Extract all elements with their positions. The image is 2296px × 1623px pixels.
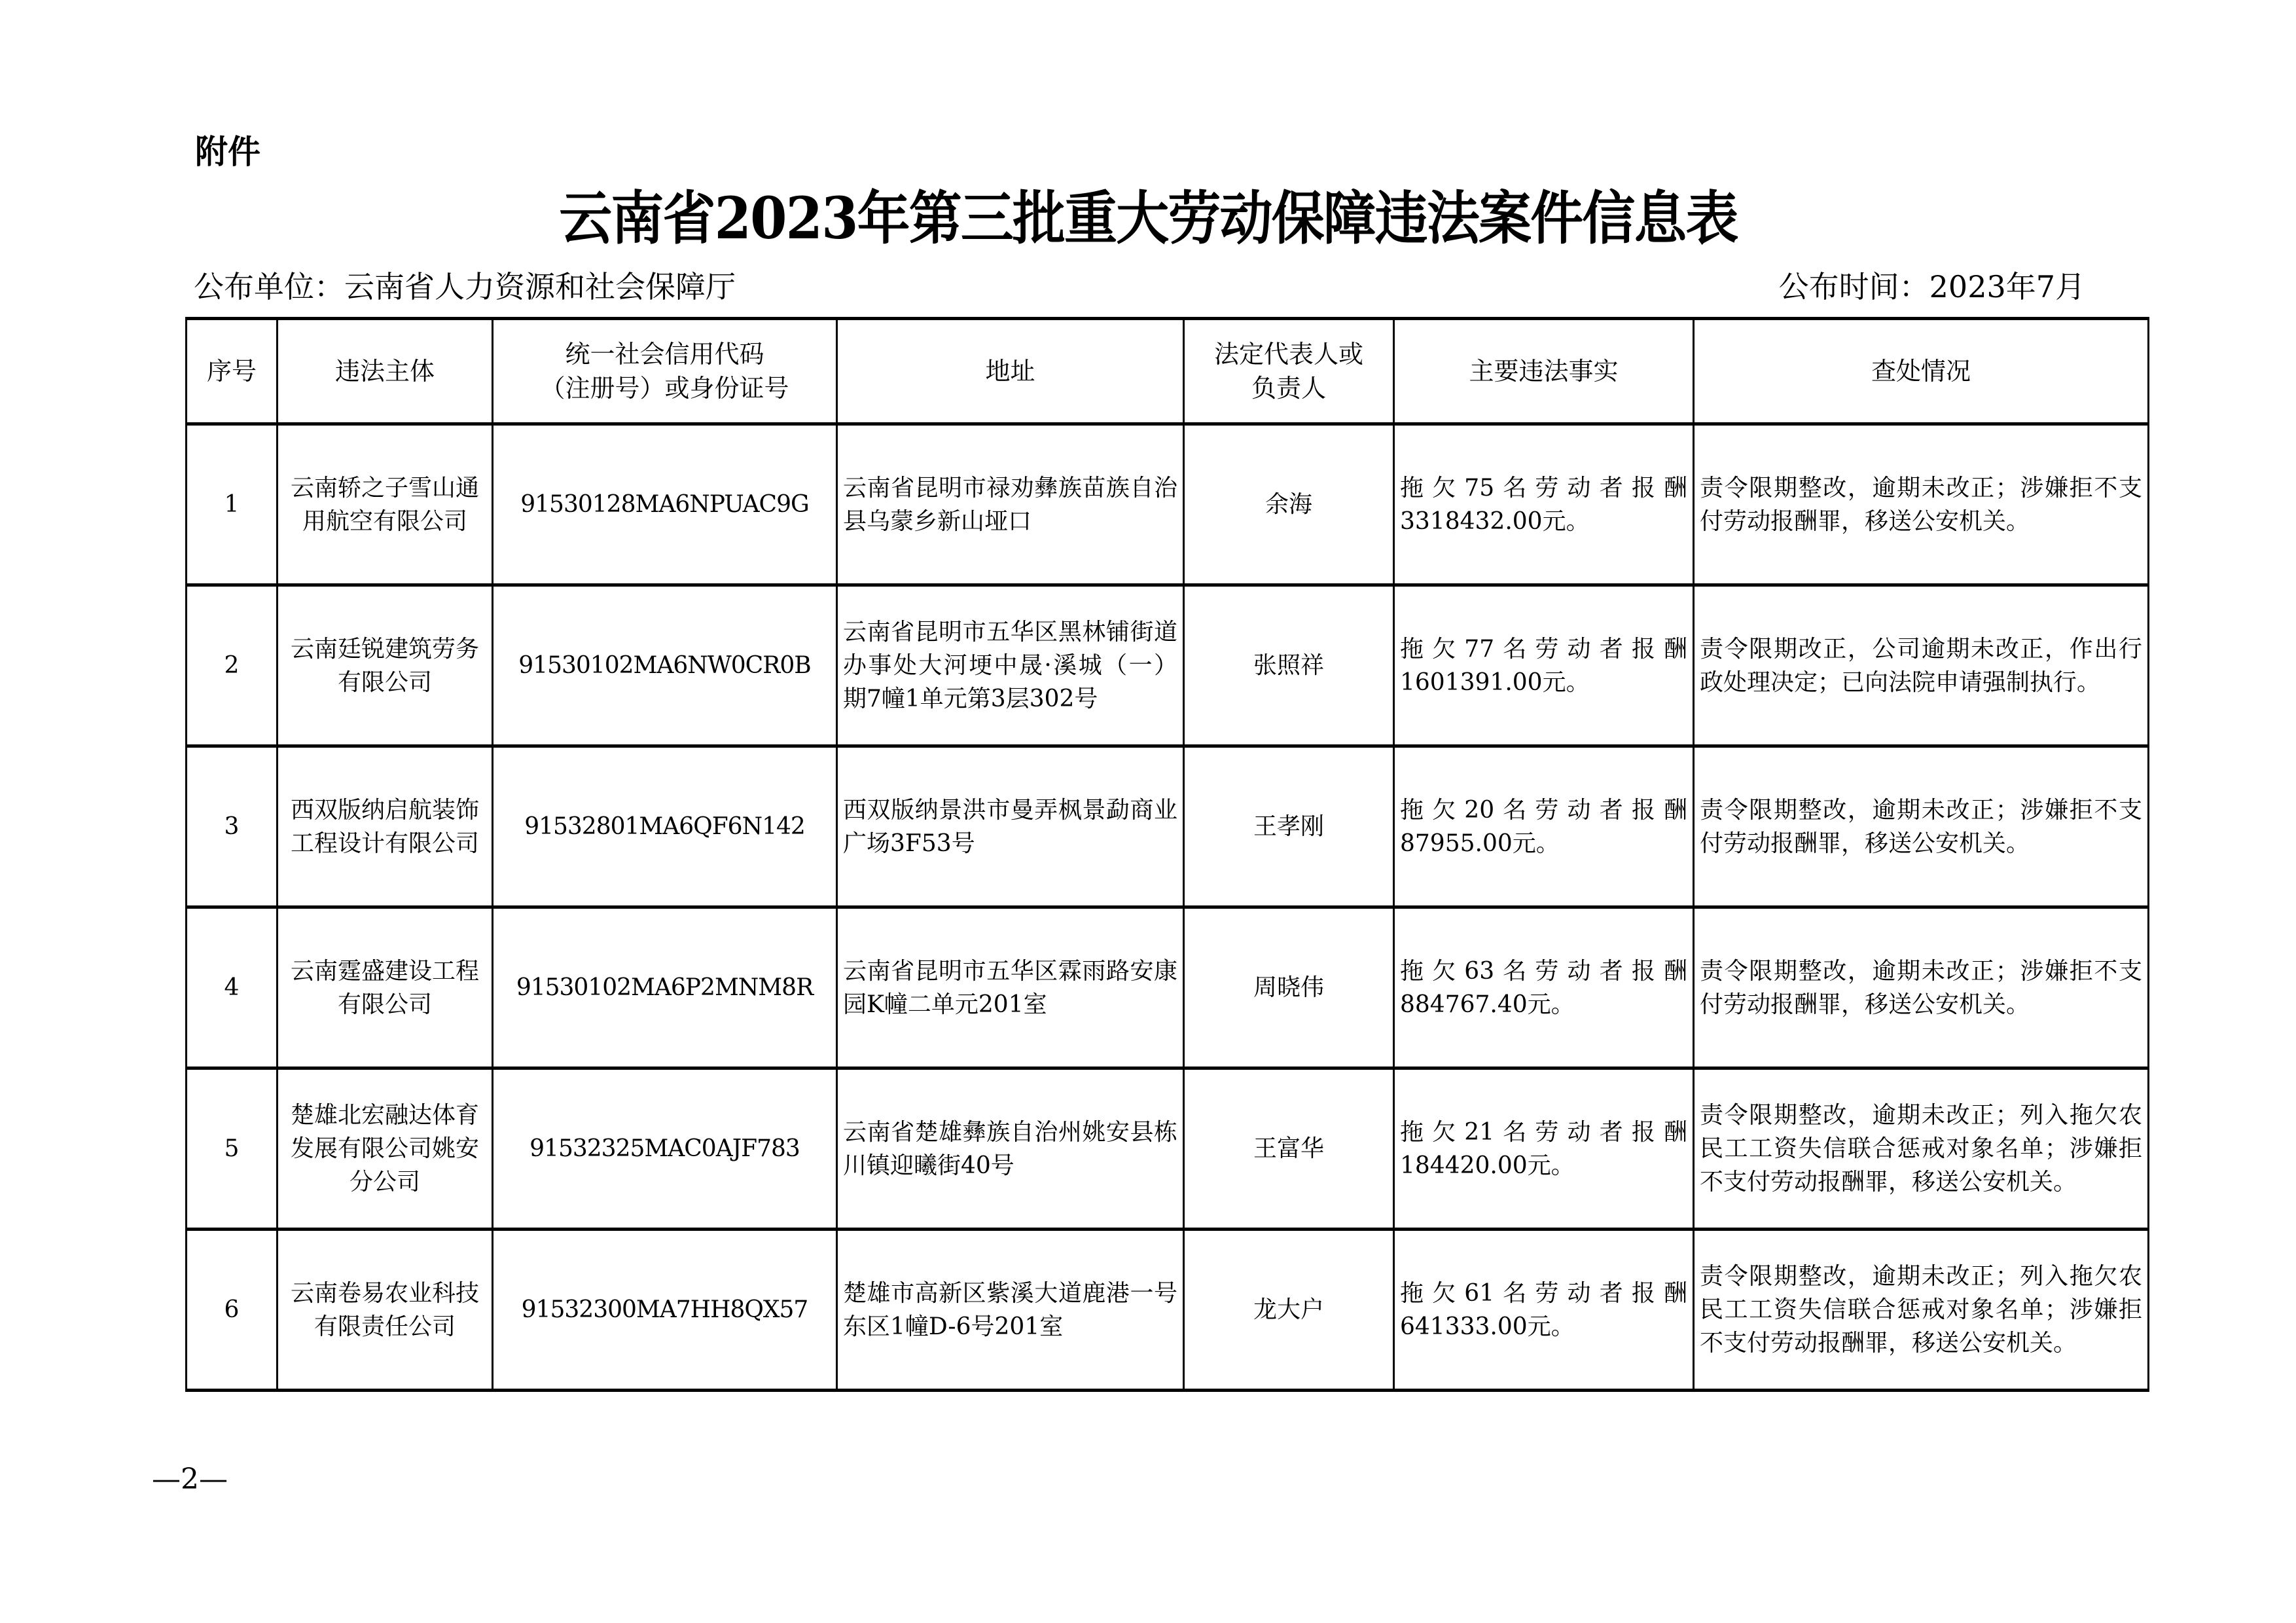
cell-address: 云南省昆明市五华区霖雨路安康园K幢二单元201室 [837,907,1184,1068]
table-header-row [187,319,2149,424]
table-row [187,424,2149,585]
cell-facts: 拖欠20名劳动者报酬87955.00元。 [1394,746,1694,907]
cell-code: 91530102MA6NW0CR0B [493,585,837,746]
publication-info [194,267,2085,306]
cell-facts: 拖欠63名劳动者报酬884767.40元。 [1394,907,1694,1068]
cell-no: 5 [187,1068,278,1230]
cell-entity: 云南卷易农业科技有限责任公司 [278,1230,493,1391]
cell-representative: 周晓伟 [1184,907,1394,1068]
cell-code: 91530102MA6P2MNM8R [493,907,837,1068]
col-header-no: 序号 [187,319,278,424]
cell-handling: 责令限期改正，公司逾期未改正，作出行政处理决定；已向法院申请强制执行。 [1694,585,2149,746]
cell-representative: 王富华 [1184,1068,1394,1230]
cell-representative: 王孝刚 [1184,746,1394,907]
col-header-address: 地址 [837,319,1184,424]
col-header-representative [1184,319,1394,424]
cell-handling: 责令限期整改，逾期未改正；涉嫌拒不支付劳动报酬罪，移送公安机关。 [1694,424,2149,585]
publish-time: 公布时间：2023年7月 [1778,269,2085,304]
cell-entity: 云南廷锐建筑劳务有限公司 [278,585,493,746]
cell-no: 1 [187,424,278,585]
cell-no: 3 [187,746,278,907]
cell-handling: 责令限期整改，逾期未改正；涉嫌拒不支付劳动报酬罪，移送公安机关。 [1694,746,2149,907]
table-row [187,585,2149,746]
cell-address: 楚雄市高新区紫溪大道鹿港一号东区1幢D-6号201室 [837,1230,1184,1391]
cell-entity: 西双版纳启航装饰工程设计有限公司 [278,746,493,907]
cell-handling: 责令限期整改，逾期未改正；列入拖欠农民工工资失信联合惩戒对象名单；涉嫌拒不支付劳动报酬罪，移送公安机关。 [1694,1230,2149,1391]
table-row [187,907,2149,1068]
cell-facts: 拖欠77名劳动者报酬1601391.00元。 [1394,585,1694,746]
cell-facts: 拖欠75名劳动者报酬3318432.00元。 [1394,424,1694,585]
col-header-code [493,319,837,424]
cell-no: 2 [187,585,278,746]
cell-address: 云南省昆明市禄劝彝族苗族自治县乌蒙乡新山垭口 [837,424,1184,585]
table-row [187,746,2149,907]
cell-code: 91532300MA7HH8QX57 [493,1230,837,1391]
cell-address: 西双版纳景洪市曼弄枫景勐商业广场3F53号 [837,746,1184,907]
col-header-rep-line1: 法定代表人或 [1213,340,1363,369]
page-title-text: 云南省2023年第三批重大劳动保障违法案件信息表 [558,184,1738,252]
page-number: —2— [152,1463,228,1496]
page-title [0,182,2296,254]
cell-representative: 张照祥 [1184,585,1394,746]
cell-code: 91532801MA6QF6N142 [493,746,837,907]
cell-handling: 责令限期整改，逾期未改正；列入拖欠农民工工资失信联合惩戒对象名单；涉嫌拒不支付劳动报酬罪，移送公安机关。 [1694,1068,2149,1230]
cell-no: 4 [187,907,278,1068]
cell-address: 云南省楚雄彝族自治州姚安县栋川镇迎曦街40号 [837,1068,1184,1230]
cell-entity: 楚雄北宏融达体育发展有限公司姚安分公司 [278,1068,493,1230]
table-row [187,1230,2149,1391]
cell-entity: 云南轿之子雪山通用航空有限公司 [278,424,493,585]
cell-facts: 拖欠21名劳动者报酬184420.00元。 [1394,1068,1694,1230]
cell-address: 云南省昆明市五华区黑林铺街道办事处大河埂中晟·溪城（一）期7幢1单元第3层302号 [837,585,1184,746]
cell-representative: 龙大户 [1184,1230,1394,1391]
cell-representative: 余海 [1184,424,1394,585]
cell-handling: 责令限期整改，逾期未改正；涉嫌拒不支付劳动报酬罪，移送公安机关。 [1694,907,2149,1068]
col-header-entity: 违法主体 [278,319,493,424]
col-header-code-line2: （注册号）或身份证号 [540,374,789,403]
cases-table [185,317,2149,1392]
cell-code: 91532325MAC0AJF783 [493,1068,837,1230]
cell-code: 91530128MA6NPUAC9G [493,424,837,585]
cell-no: 6 [187,1230,278,1391]
col-header-rep-line2: 负责人 [1251,374,1326,403]
cell-facts: 拖欠61名劳动者报酬641333.00元。 [1394,1230,1694,1391]
col-header-code-line1: 统一社会信用代码 [565,340,764,369]
cell-entity: 云南霆盛建设工程有限公司 [278,907,493,1068]
attachment-label: 附件 [195,133,260,171]
table-row [187,1068,2149,1230]
publisher: 公布单位：云南省人力资源和社会保障厅 [194,269,736,304]
col-header-facts: 主要违法事实 [1394,319,1694,424]
col-header-handling: 查处情况 [1694,319,2149,424]
